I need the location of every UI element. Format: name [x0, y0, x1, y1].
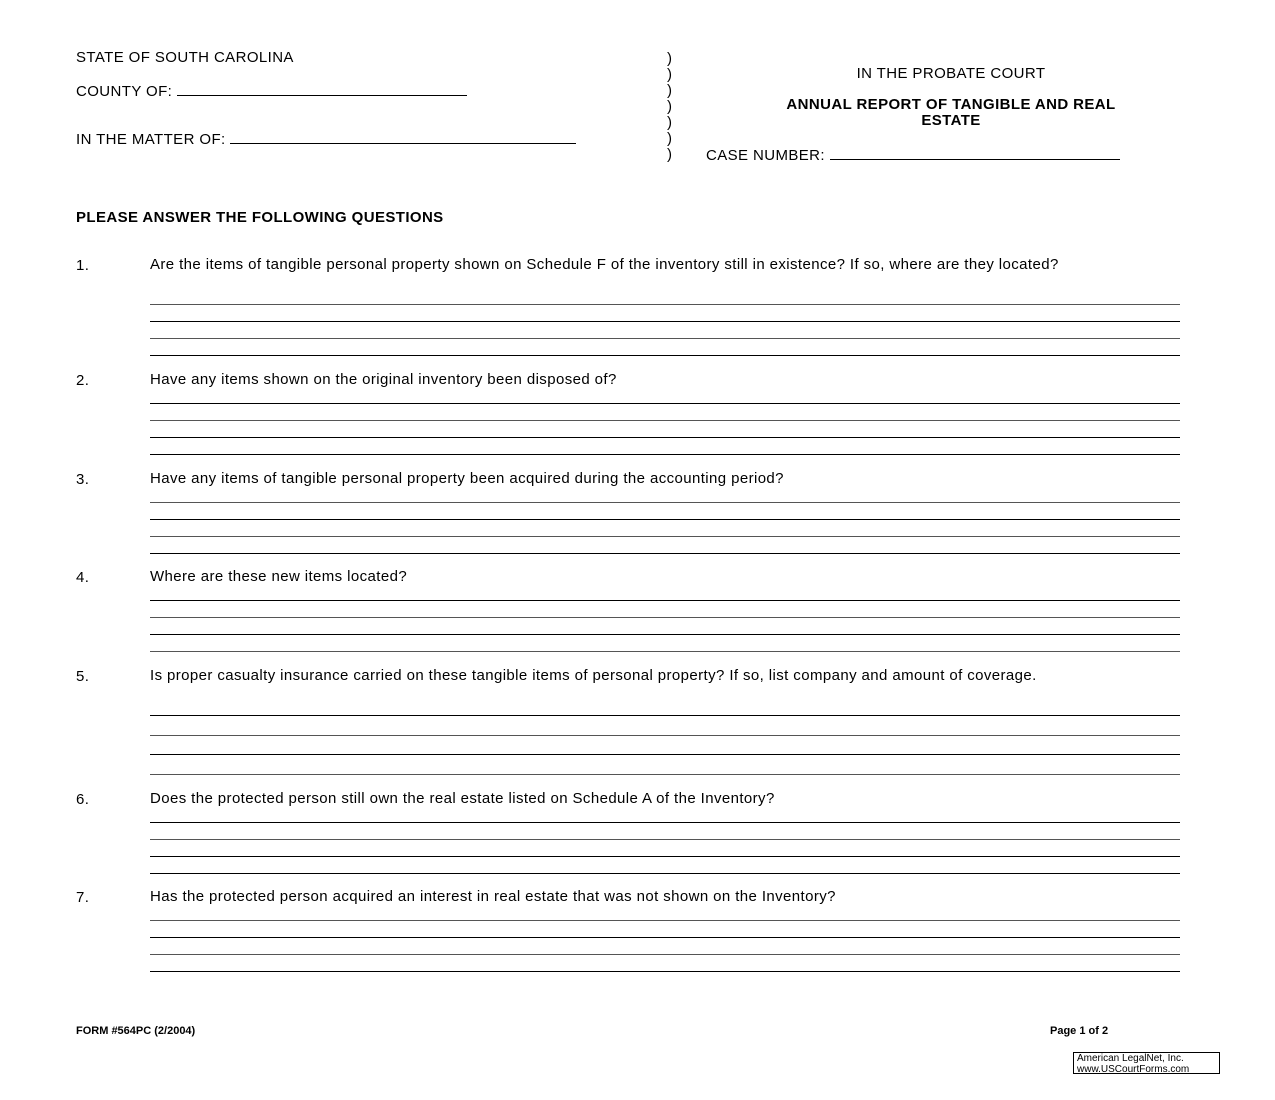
question-text: Have any items of tangible personal property been acquired during the accounting period? [150, 470, 784, 487]
answer-line[interactable] [150, 454, 1180, 455]
stamp-company: American LegalNet, Inc. [1077, 1053, 1184, 1064]
answer-line[interactable] [150, 403, 1180, 404]
case-number-field [706, 145, 1120, 164]
answer-line[interactable] [150, 553, 1180, 554]
paren-divider: ) [667, 130, 672, 147]
question-number: 4. [76, 569, 90, 586]
county-input-line[interactable] [177, 81, 467, 96]
title-line-2: ESTATE [921, 112, 981, 129]
question-text: Where are these new items located? [150, 568, 408, 585]
question-number: 1. [76, 257, 90, 274]
answer-line[interactable] [150, 651, 1180, 652]
question-number: 6. [76, 791, 90, 808]
page-indicator: Page 1 of 2 [1050, 1025, 1109, 1037]
answer-line[interactable] [150, 634, 1180, 635]
answer-line[interactable] [150, 338, 1180, 339]
answer-line[interactable] [150, 355, 1180, 356]
answer-line[interactable] [150, 735, 1180, 736]
answer-line[interactable] [150, 536, 1180, 537]
stamp-website: www.USCourtForms.com [1077, 1064, 1190, 1075]
paren-divider: ) [667, 82, 672, 99]
question-number: 5. [76, 668, 90, 685]
answer-line[interactable] [150, 420, 1180, 421]
paren-divider: ) [667, 146, 672, 163]
county-label: COUNTY OF: [76, 83, 173, 100]
matter-label: IN THE MATTER OF: [76, 131, 226, 148]
state-heading: STATE OF SOUTH CAROLINA [76, 49, 294, 66]
form-number: FORM #564PC (2/2004) [76, 1025, 196, 1037]
question-number: 3. [76, 471, 90, 488]
question-text: Does the protected person still own the real estate listed on Schedule A of the Inventory? [150, 790, 775, 807]
answer-line[interactable] [150, 519, 1180, 520]
case-number-label: CASE NUMBER: [706, 147, 825, 164]
answer-line[interactable] [150, 617, 1180, 618]
answer-line[interactable] [150, 971, 1180, 972]
answer-line[interactable] [150, 920, 1180, 921]
answer-line[interactable] [150, 754, 1180, 755]
answer-line[interactable] [150, 304, 1180, 305]
answer-line[interactable] [150, 937, 1180, 938]
question-text: Has the protected person acquired an interest in real estate that was not shown on the Inventory? [150, 888, 836, 905]
matter-input-line[interactable] [230, 129, 576, 144]
paren-divider: ) [667, 98, 672, 115]
answer-line[interactable] [150, 437, 1180, 438]
paren-divider: ) [667, 66, 672, 83]
publisher-stamp [1073, 1052, 1220, 1074]
instructions-heading: PLEASE ANSWER THE FOLLOWING QUESTIONS [76, 209, 444, 226]
answer-line[interactable] [150, 502, 1180, 503]
answer-line[interactable] [150, 856, 1180, 857]
answer-line[interactable] [150, 600, 1180, 601]
court-heading: IN THE PROBATE COURT [856, 65, 1046, 82]
question-number: 7. [76, 889, 90, 906]
question-text: Have any items shown on the original inventory been disposed of? [150, 371, 617, 388]
case-number-input-line[interactable] [830, 145, 1120, 160]
paren-divider: ) [667, 114, 672, 131]
answer-line[interactable] [150, 321, 1180, 322]
answer-line[interactable] [150, 774, 1180, 775]
county-field [76, 81, 467, 100]
question-text: Are the items of tangible personal property shown on Schedule F of the inventory still in existence? If so, where are they located? [150, 256, 1059, 273]
paren-divider: ) [667, 50, 672, 67]
document-title [706, 97, 1196, 129]
question-number: 2. [76, 372, 90, 389]
title-line-1: ANNUAL REPORT OF TANGIBLE AND REAL [786, 96, 1116, 113]
answer-line[interactable] [150, 954, 1180, 955]
question-text: Is proper casualty insurance carried on these tangible items of personal property? If so, list company and amount of coverage. [150, 667, 1037, 684]
answer-line[interactable] [150, 839, 1180, 840]
answer-line[interactable] [150, 822, 1180, 823]
matter-field [76, 129, 576, 148]
answer-line[interactable] [150, 873, 1180, 874]
answer-line[interactable] [150, 715, 1180, 716]
